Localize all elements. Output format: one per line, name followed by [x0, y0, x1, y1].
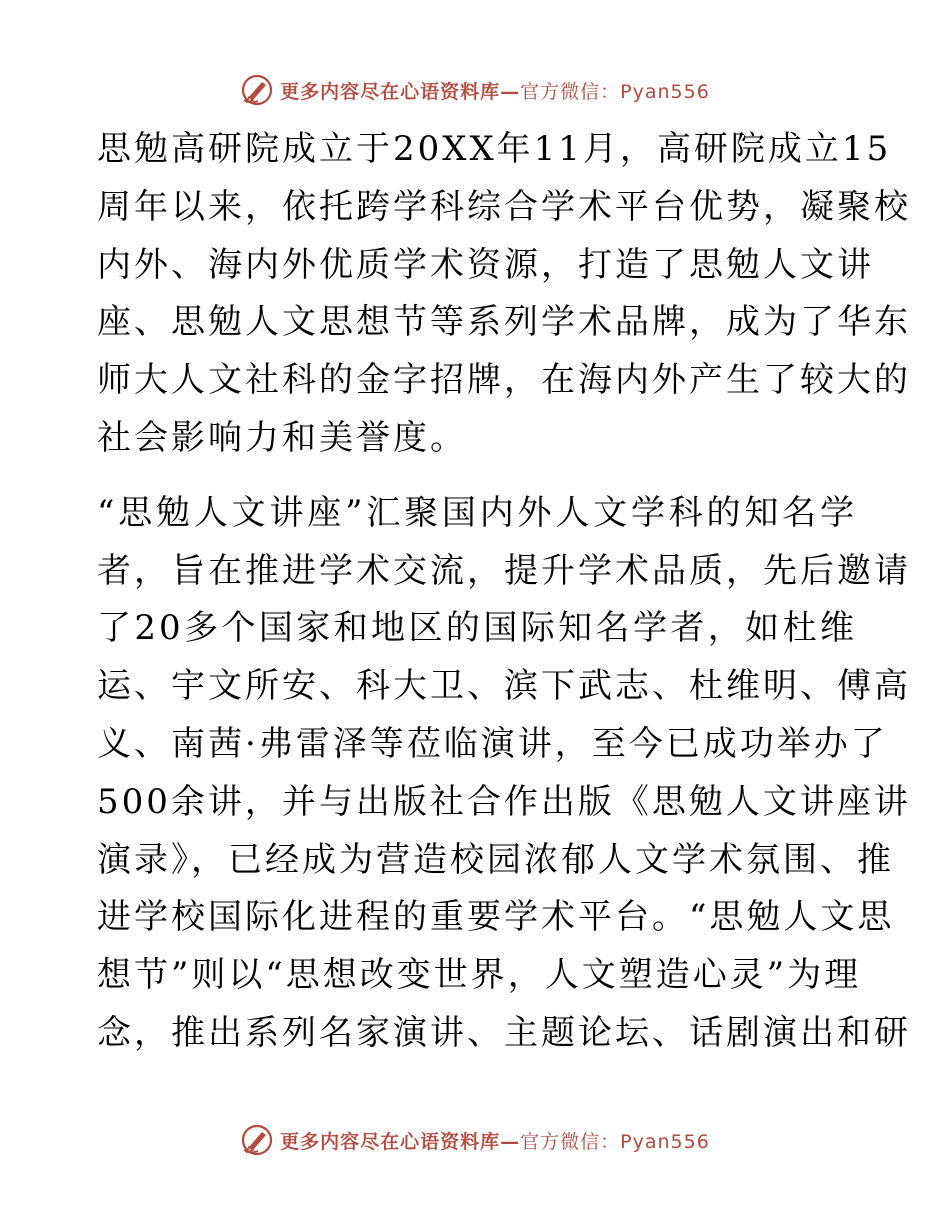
text-line: 周年以来，依托跨学科综合学术平台优势，凝聚校 [97, 186, 911, 227]
text-line: 座、思勉人文思想节等系列学术品牌，成为了华东 [97, 302, 911, 343]
footer-banner-text: 更多内容尽在心语资料库— [280, 1130, 521, 1153]
pen-logo-icon [240, 1123, 274, 1157]
document-body [97, 121, 911, 1063]
header-banner-contact: 官方微信：Pyan556 [520, 80, 710, 103]
text-line: 师大人文社科的金字招牌，在海内外产生了较大的 [97, 360, 911, 401]
footer-banner [0, 1120, 950, 1160]
text-line: 演录》，已经成为营造校园浓郁人文学术氛围、推 [97, 839, 894, 880]
header-banner [0, 70, 950, 110]
footer-banner-contact: 官方微信：Pyan556 [520, 1130, 710, 1153]
text-line: 进学校国际化进程的重要学术平台。“思勉人文思 [97, 897, 895, 938]
text-line: 义、南茜·弗雷泽等莅临演讲，至今已成功举办了 [97, 723, 888, 764]
text-line: 思勉高研院成立于20XX年11月，高研院成立15 [97, 129, 892, 169]
text-line: 想节”则以“思想改变世界，人文塑造心灵”为理 [97, 955, 862, 996]
paragraph-2 [97, 485, 911, 1063]
text-line: 内外、海内外优质学术资源，打造了思勉人文讲 [97, 244, 874, 285]
header-banner-text: 更多内容尽在心语资料库— [280, 80, 521, 103]
paragraph-1 [97, 121, 911, 468]
text-line: 了20多个国家和地区的国际知名学者，如杜维 [97, 608, 857, 649]
text-line: 念，推出系列名家演讲、主题论坛、话剧演出和研 [97, 1012, 911, 1053]
text-line: 500余讲，并与出版社合作出版《思勉人文讲座讲 [97, 781, 911, 822]
text-line: 社会影响力和美誉度。 [97, 417, 467, 458]
text-line: 者，旨在推进学术交流，提升学术品质，先后邀请 [97, 550, 911, 591]
text-line: 运、宇文所安、科大卫、滨下武志、杜维明、傅高 [97, 666, 911, 707]
pen-logo-icon [240, 73, 274, 107]
text-line: “思勉人文讲座”汇聚国内外人文学科的知名学 [97, 492, 857, 533]
